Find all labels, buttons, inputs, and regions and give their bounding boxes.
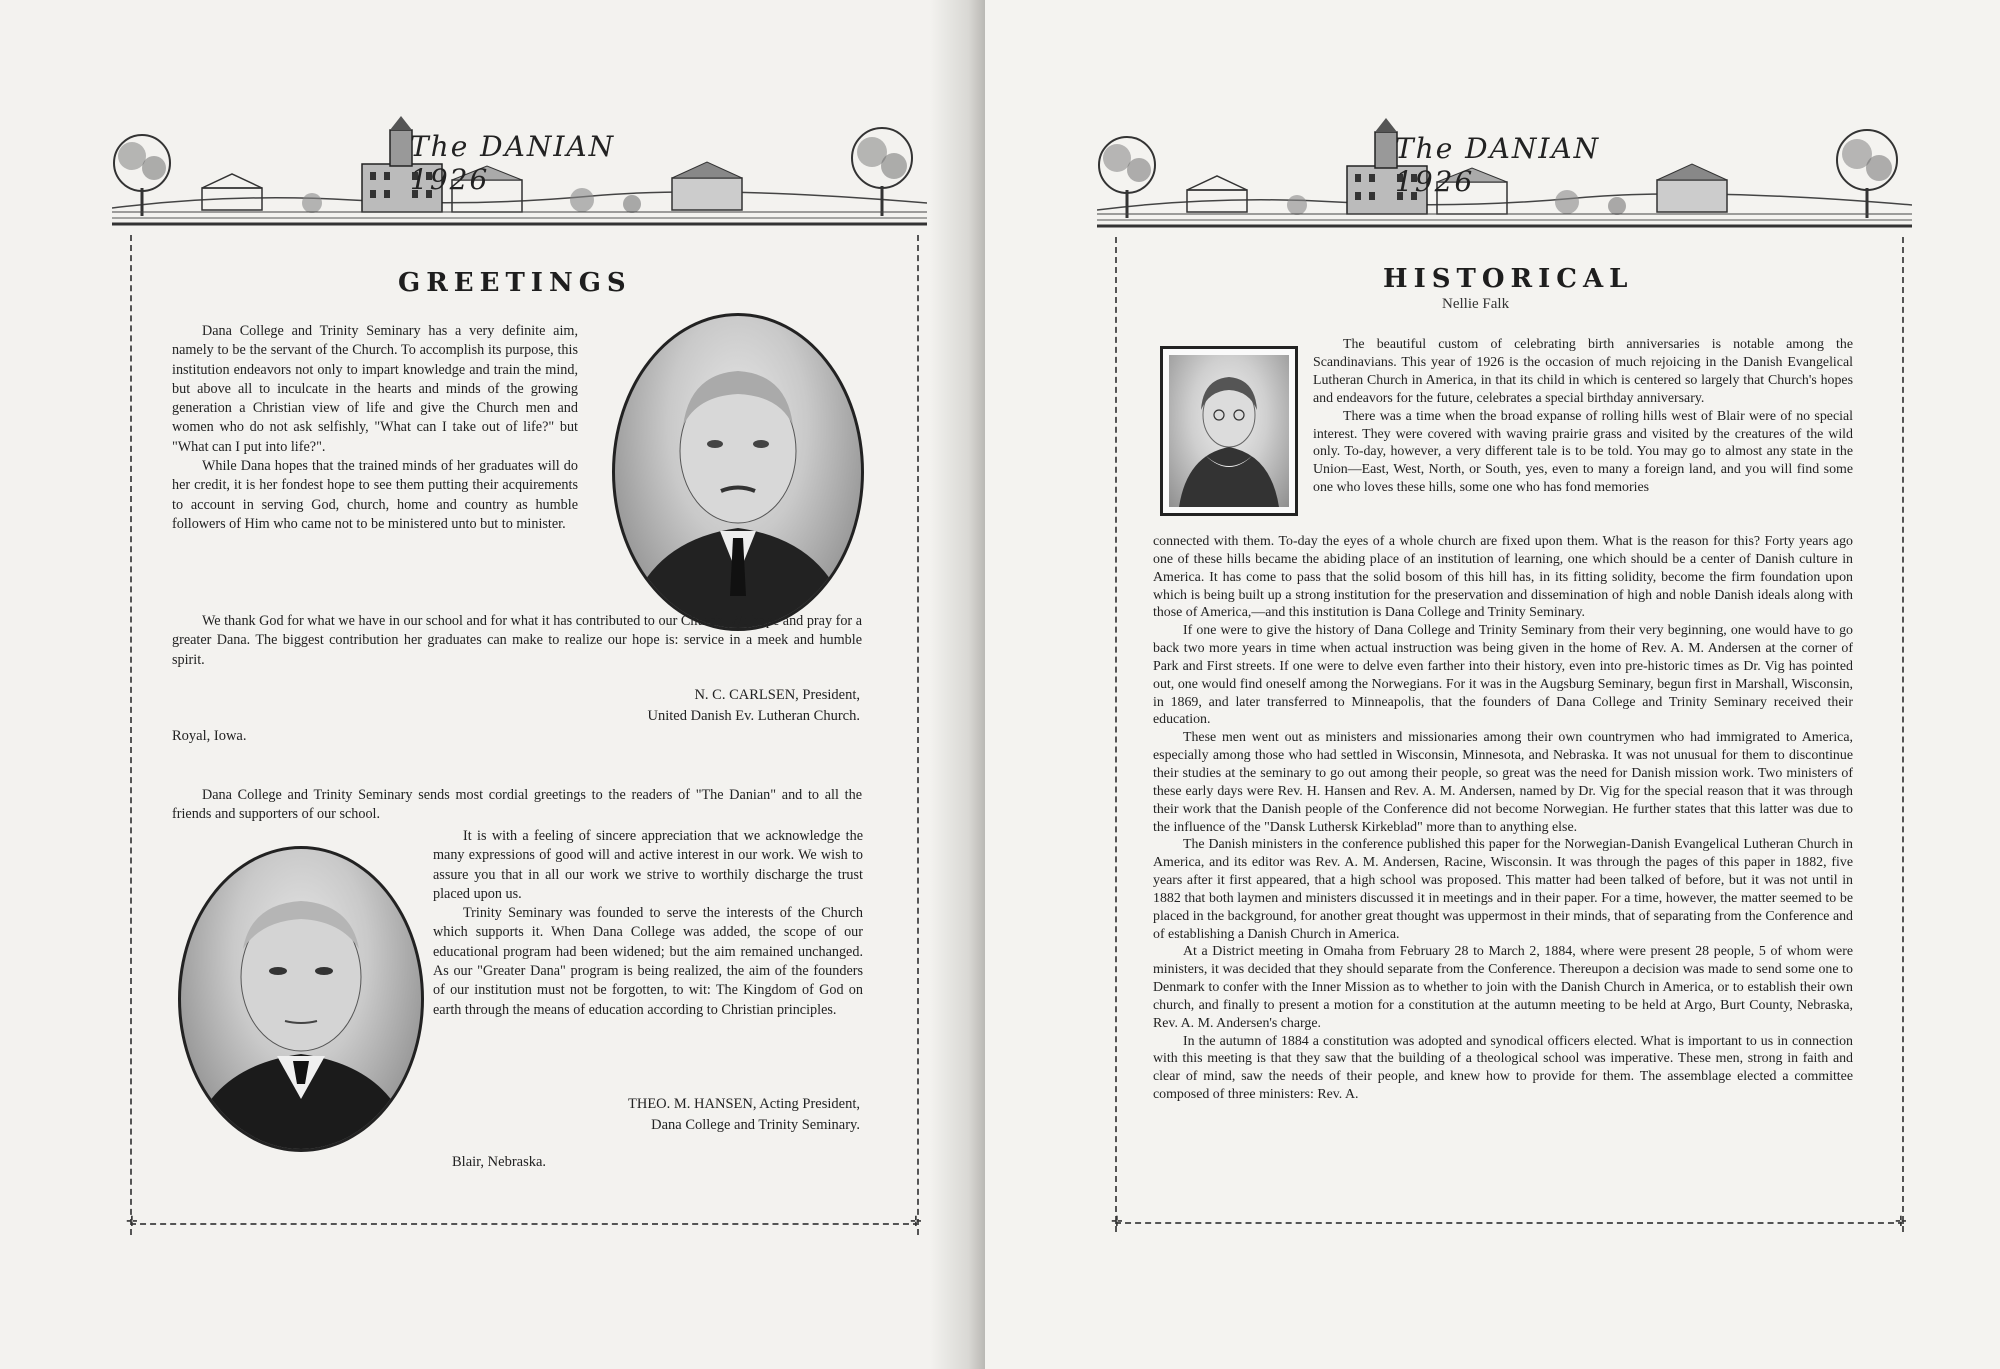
historical-paragraph: There was a time when the broad expanse of rolling hills west of Blair were of no special interest. They were covered with waving prairie grass and visited by the creatures of the wild only. To-day, however, a very different tale is to be told. You may go to almost any state in the Union—East, West, North, or South, yes, even to many a foreign land, and you will find some one who loves these hills, some one who has fond memories [1313,408,1853,496]
right-page-frame-bottom [1115,1222,1904,1224]
portrait-man-icon [181,849,421,1149]
greeting-paragraph: While Dana hopes that the trained minds of her graduates will do her credit, it is her fondest hope to see them putting their acquirements to account in serving God, church, home and country as humble followers of Him who came not to be ministered unto but to minister. [172,458,578,532]
signature-organization: Dana College and Trinity Seminary. [651,1117,860,1133]
carlsen-signature [420,685,860,727]
left-page-frame-bottom [130,1223,919,1225]
left-page [0,0,985,1369]
frame-corner-ornament-icon: ✛ [1895,1215,1907,1230]
frame-corner-ornament-icon: ✛ [1111,1215,1123,1230]
portrait-nellie-falk [1160,346,1298,516]
portrait-hansen [178,846,424,1152]
portrait-man-icon [615,316,861,628]
portrait-carlsen [612,313,864,631]
header-title-left: The DANIAN 1926 [410,130,616,196]
greeting-letter1-wide [172,612,862,670]
frame-corner-ornament-icon: ✛ [910,1215,922,1230]
greeting-paragraph: Trinity Seminary was founded to serve the interests of the Church which supports it. When Dana College was added, the scope of our educational program had been widened; but the aim remained unchanged. As our "Greater Dana" program is being realized, the aim of the founders of our institution must not be forgotten, to wit: The Kingdom of God on earth through the means of education according to Christian principles. [433,905,863,1018]
greetings-title: GREETINGS [398,268,632,298]
historical-paragraph: The Danish ministers in the conference published this paper for the Norwegian-Danish Evangelical Lutheran Church in America, and its editor was Rev. A. M. Andersen, Racine, Wisconsin. It was through the pages of this paper in 1882, five years after it first appeared, that a high school was proposed. This matter had been talked of before, but it was not until in 1882 that both laymen and ministers discussed it in meetings and in their paper. For a time, however, the matter seemed to be placed in the background, for another great thought was uppermost in their minds, that of separating from the Conference and of establishing a Danish Church in America. [1153,837,1853,942]
historical-paragraph: In the autumn of 1884 a constitution was adopted and synodical officers elected. What is important to us in connection with this meeting is that they saw that the building of a theological school was imperative. These men, strong in faith and clear of mind, saw the needs of their people, and knew how to provide for them. The assemblage elected a committee composed of three ministers: Rev. A. [1153,1033,1853,1103]
historical-paragraph: If one were to give the history of Dana College and Trinity Seminary from their very beginning, one would have to go back two more years in time when actual instruction was being given in the home of Rev. A. M. Andersen at the corner of Park and First streets. If one were to delve even farther into their history, even into pre-historic times as Dr. Vig has pointed out, one would find oneself among the Norwegians. For it was in the Augsburg Seminary, begun first in Marshall, Wisconsin, in 1869, and later transferred to Minneapolis, that the founders of Dana College and Trinity Seminary received their education. [1153,623,1853,728]
signature-name: N. C. CARLSEN, President, [694,687,860,703]
signature-organization: United Danish Ev. Lutheran Church. [647,708,860,724]
historical-title: HISTORICAL [1383,264,1634,294]
right-page [985,0,2000,1369]
header-title-right: The DANIAN 1926 [1395,132,1601,198]
historical-paragraph: At a District meeting in Omaha from February 28 to March 2, 1884, where were present 28 people, 5 of whom were ministers, it was decided that they should separate from the Conference. Thereupon a decision was made to send some one to Denmark to confer with the Inner Mission as to whether to join with the Danish Church in America, or to establish their own church, and finally to present a motion for a constitution at the autumn meeting to be held at Argo, Burt County, Nebraska, Rev. A. M. Andersen's charge. [1153,944,1853,1031]
frame-corner-ornament-icon: ✛ [126,1215,138,1230]
author-byline: Nellie Falk [1442,296,1510,312]
signature-name: THEO. M. HANSEN, Acting President, [628,1096,860,1112]
greeting-paragraph: It is with a feeling of sincere appreciation that we acknowledge the many expressions of good will and active interest in our work. We wish to assure you that in all our work we strive to worthily discharge the trust placed upon us. [433,828,863,902]
greeting-letter1-column [172,322,578,534]
greeting-paragraph: We thank God for what we have in our school and for what it has contributed to our Church. We hope and pray for a greater Dana. The biggest contribution her graduates can make to realize our hope is: service in a meek and humble spirit. [172,613,862,668]
historical-paragraph: The beautiful custom of celebrating birth anniversaries is notable among the Scandinavians. This year of 1926 is the occasion of much rejoicing in the Danish Evangelical Lutheran Church in America, in that its child in which is centered so largely that Church's hopes and endeavors for the future, celebrates a special birthday anniversary. [1313,337,1853,406]
greeting-paragraph: Dana College and Trinity Seminary sends most cordial greetings to the readers of "The Danian" and to all the friends and supporters of our school. [172,787,862,823]
historical-lead-column [1313,336,1853,497]
place-blair-nebraska: Blair, Nebraska. [452,1154,547,1170]
hansen-signature [440,1094,860,1136]
portrait-woman-icon [1169,355,1289,507]
historical-body [1153,533,1853,1104]
historical-paragraph: These men went out as ministers and missionaries among their own countrymen who had immigrated to America, especially among those who had settled in Wisconsin, Minnesota, and Nebraska. It was not unusual for them to discontinue their studies at the seminary to go out among their people, so great was the need for Danish mission work. Two ministers of these early days were Rev. H. Hansen and Rev. A. M. Andersen, named by Dr. Vig for the special reason that it was through their work that the Danish people of the Conference did not become Norwegian. He further states that this latter was due to the influence of the "Dansk Luthersk Kirkeblad" more than to anything else. [1153,730,1853,835]
historical-paragraph: connected with them. To-day the eyes of a whole church are fixed upon them. What is the reason for this? Forty years ago one of these hills became the abiding place of an institution of learning, one which should be a center of Danish culture in America. It has come to pass that the solid bosom of this hill has, in its fitting solidity, become the firm foundation upon which is being built up a strong institution for the preservation and dissemination of high and noble Danish ideals along with those of America,—and this institution is Dana College and Trinity Seminary. [1153,534,1853,621]
greeting-letter2-column [433,827,863,1020]
greeting-paragraph: Dana College and Trinity Seminary has a very definite aim, namely to be the servant of the Church. To accomplish its purpose, this institution endeavors not only to impart knowledge and train the mind, but above all to inculcate in the hearts and minds of the growing generation a Christian view of life and give the Church men and women who do not ask selfishly, "What can I take out of life?" but "What can I put into life?". [172,323,578,455]
place-royal-iowa: Royal, Iowa. [172,728,247,744]
greeting-letter2-intro [172,786,862,825]
